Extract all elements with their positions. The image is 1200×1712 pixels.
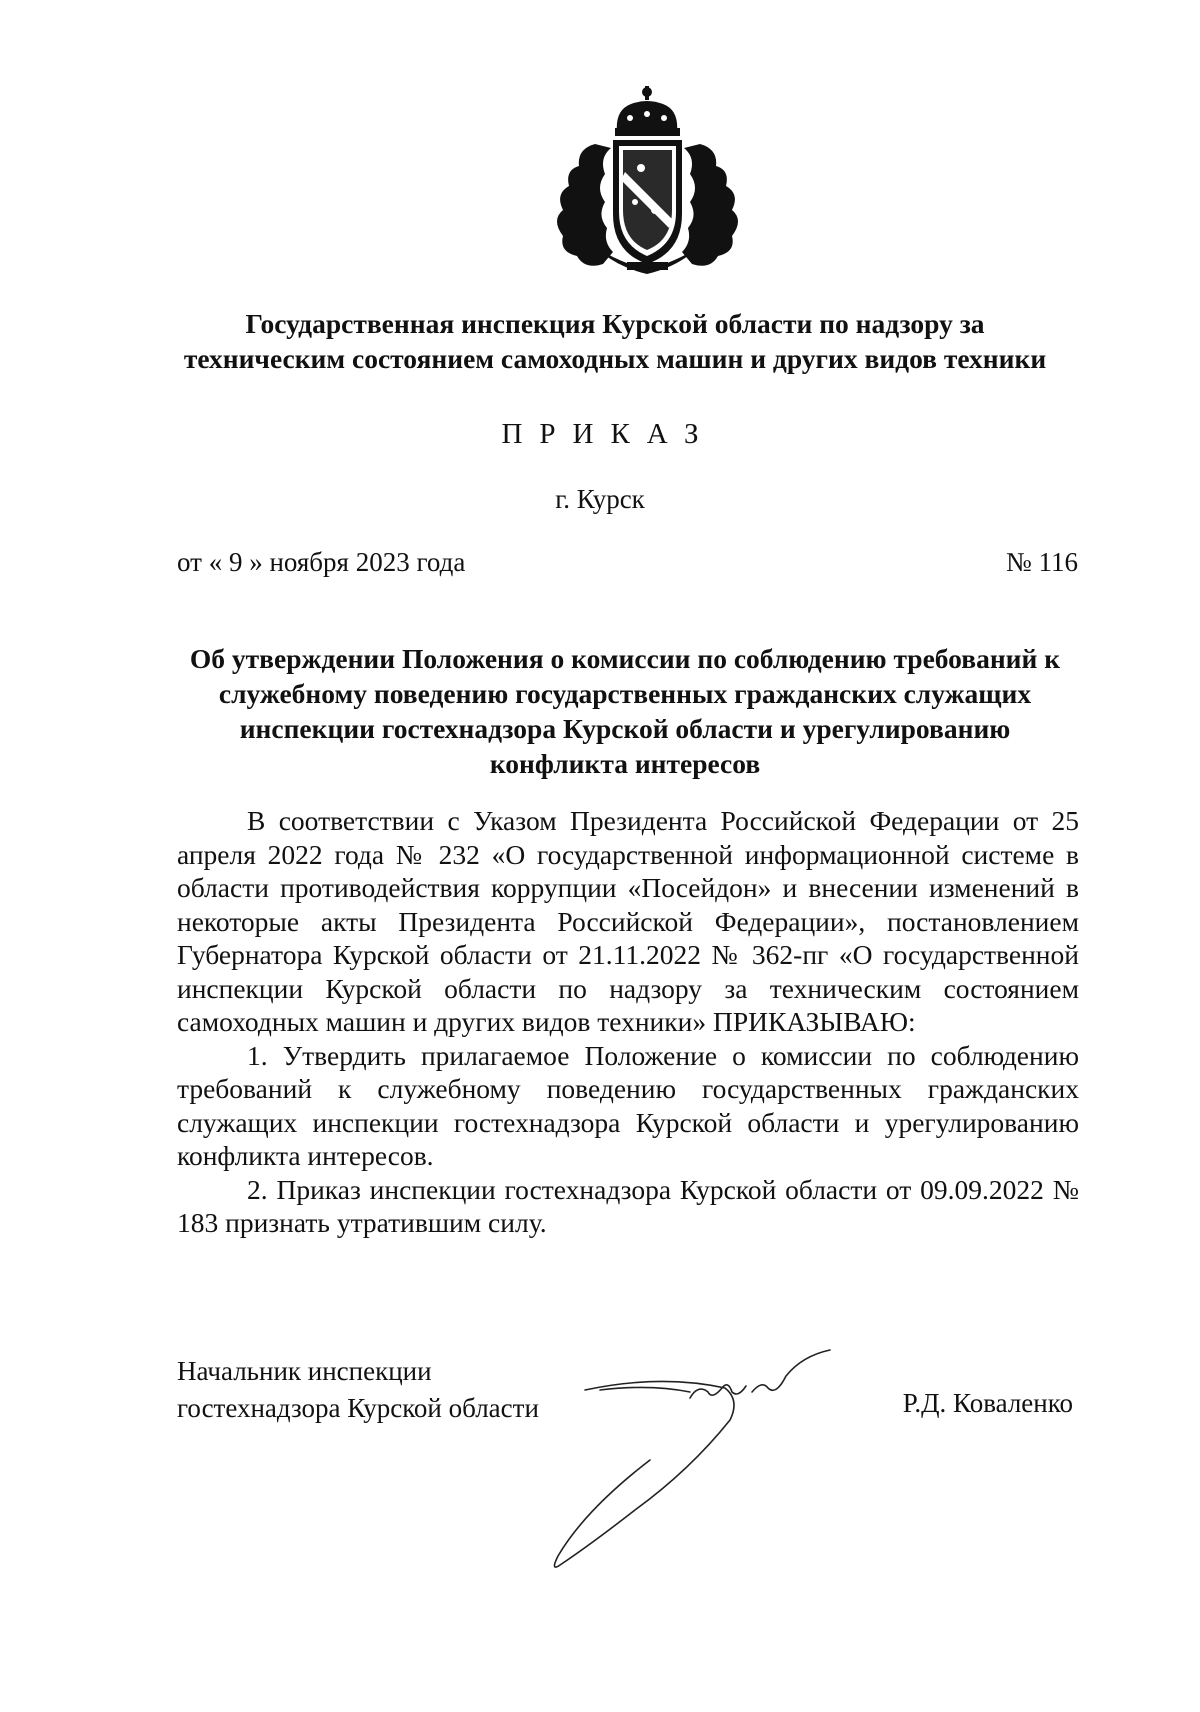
document-type: ПРИКАЗ — [501, 418, 716, 450]
document-subject — [160, 641, 1090, 781]
body-paragraph-2: 1. Утвердить прилагаемое Положение о комиссии по соблюдению требований к служебному поведению государственных гражданских служащих инспекции гостехнадзора Курской области и урегулированию конфликта интересов. — [177, 1039, 1079, 1171]
body-paragraph-1: В соответствии с Указом Президента Российской Федерации от 25 апреля 2022 года № 232 «О государственной информационной системе в области противодействия коррупции «Посейдон» и внесении изменений в некоторые акты Президента Российской Федерации», постановлением Губернатора Курской области от 21.11.2022 № 362-пг «О государственной инспекции Курской области по надзору за техническим состоянием самоходных машин и других видов техники» ПРИКАЗЫВАЮ: — [177, 805, 1079, 1037]
subject-line-3: инспекции гостехнадзора Курской области и урегулированию — [239, 713, 1011, 744]
signatory-position-line-1: Начальник инспекции — [177, 1356, 432, 1386]
document-city: г. Курск — [555, 484, 645, 514]
subject-line-1: Об утверждении Положения о комиссии по соблюдению требований к — [189, 643, 1061, 674]
subject-line-4: конфликта интересов — [489, 748, 761, 779]
organization-line-1: Государственная инспекция Курской области по надзору за — [245, 308, 985, 339]
signatory-position-line-2: гостехнадзора Курской области — [177, 1393, 539, 1423]
signatory-name: Р.Д. Коваленко — [902, 1388, 1073, 1418]
signatory-position — [177, 1353, 539, 1427]
subject-line-2: служебному поведению государственных гражданских служащих — [218, 678, 1032, 709]
handwritten-signature-icon — [540, 1340, 920, 1580]
organization-line-2: техническим состоянием самоходных машин и других видов техники — [183, 343, 1047, 374]
organization-name — [150, 306, 1080, 376]
document-number: № 116 — [1005, 547, 1078, 577]
kursk-region-coat-of-arms-icon — [555, 84, 740, 284]
document-date: от « 9 » ноября 2023 года — [177, 547, 466, 577]
document-body — [177, 804, 1079, 1240]
body-paragraph-3: 2. Приказ инспекции гостехнадзора Курской области от 09.09.2022 № 183 признать утратившим силу. — [177, 1173, 1079, 1238]
